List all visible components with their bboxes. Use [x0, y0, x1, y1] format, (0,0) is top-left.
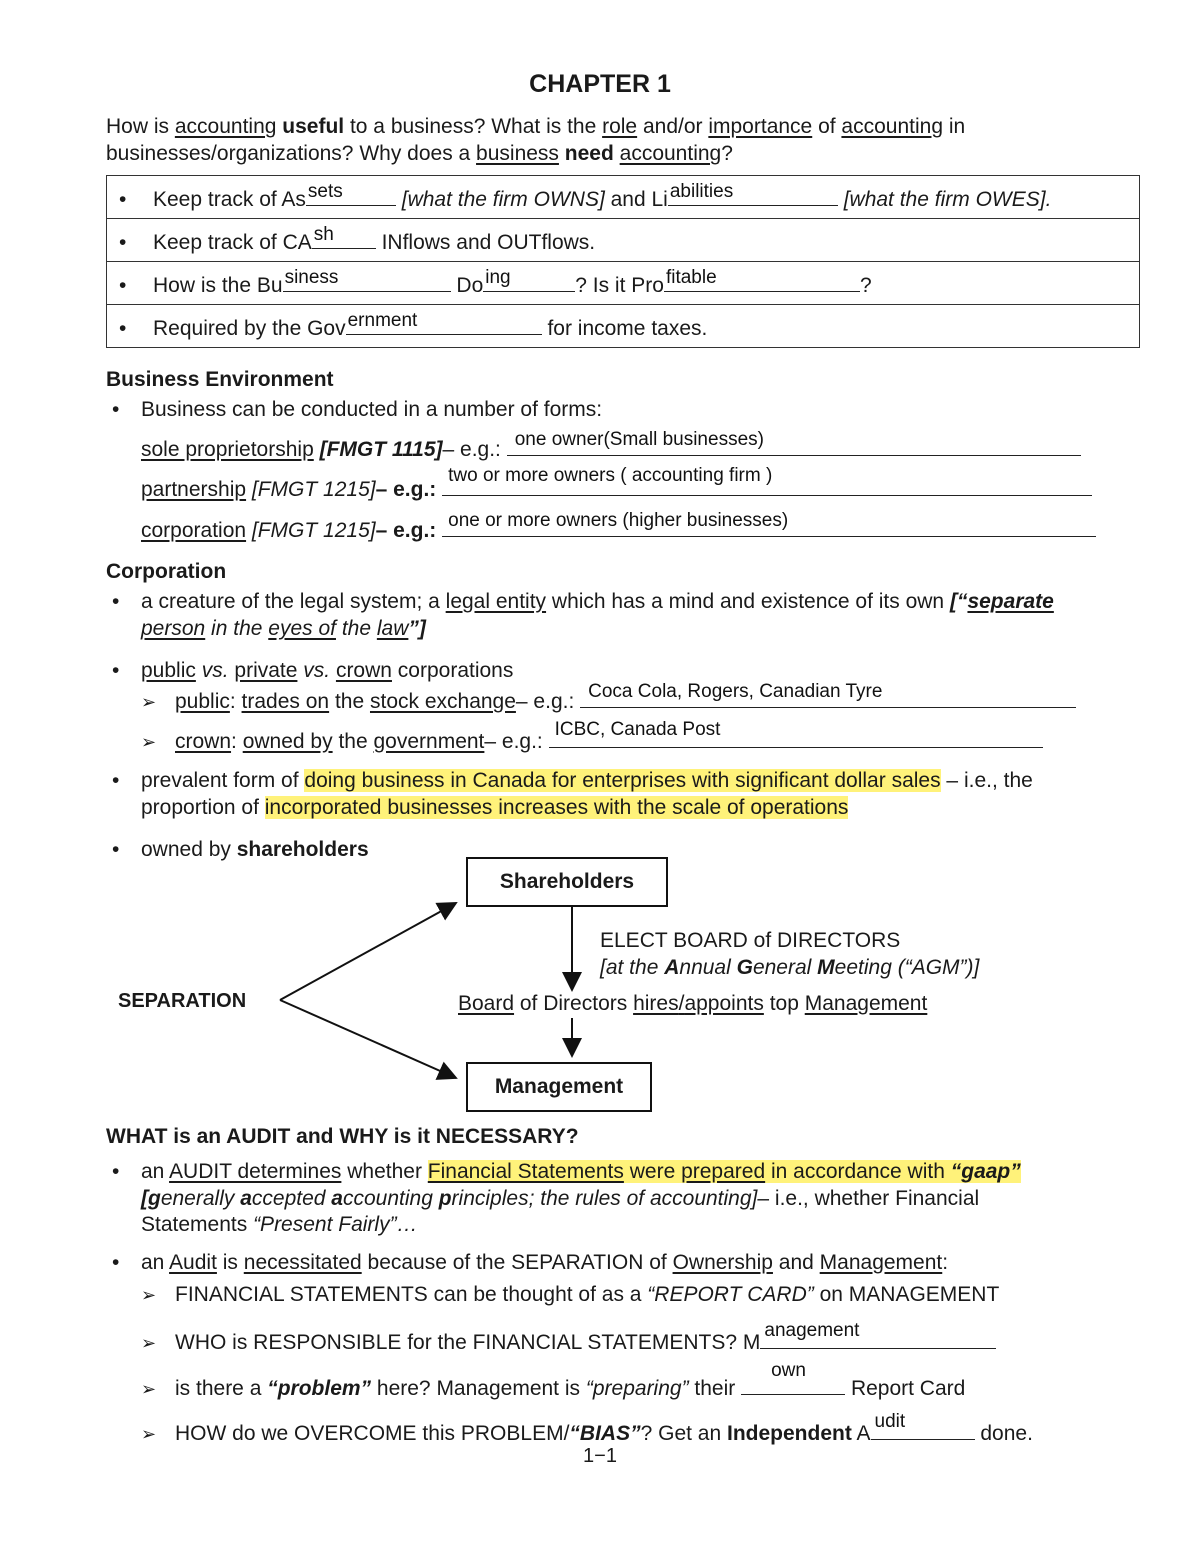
arrow-to-shareholders [280, 903, 456, 1000]
list-item-continuation: Statements “Present Fairly”… [141, 1213, 418, 1236]
business-form-partnership: partnership [FMGT 1215]– e.g.: two or more owners ( accounting firm ) [141, 473, 1092, 503]
table-row: • Required by the Gov ernment for income taxes. [107, 305, 1140, 348]
arrow-to-management [280, 1000, 456, 1078]
board-label: Board of Directors hires/appoints top Management [458, 992, 928, 1015]
shareholders-box: Shareholders [466, 857, 668, 907]
separation-label: SEPARATION [118, 990, 247, 1012]
arrow-bullet-icon: ➢ [141, 1424, 157, 1444]
list-item: • public vs. private vs. crown corporations [112, 659, 514, 682]
sub-item: ➢ HOW do we OVERCOME this PROBLEM/“BIAS”? Get an Independent A udit done. [141, 1417, 1033, 1448]
answer-blank: fitable [664, 269, 860, 292]
highlighted-text: Financial Statements were prepared in accordance with “gaap” [427, 1160, 1021, 1183]
list-item-continuation: proportion of incorporated businesses increases with the scale of operations [141, 796, 849, 819]
answer-blank: Coca Cola, Rogers, Canadian Tyre [580, 685, 1076, 708]
business-form-corporation: corporation [FMGT 1215]– e.g.: one or more owners (higher businesses) [141, 514, 1096, 544]
list-item: • an Audit is necessitated because of the SEPARATION of Ownership and Management: [112, 1251, 949, 1274]
answer-blank: ernment [346, 312, 542, 335]
list-item-continuation: person in the eyes of the law”] [141, 617, 426, 640]
agm-label: [at the Annual General Meeting (“AGM”)] [600, 956, 980, 979]
list-item: • Business can be conducted in a number of forms: [112, 398, 603, 421]
highlighted-text: incorporated businesses increases with the scale of operations [264, 796, 849, 819]
management-box: Management [466, 1062, 652, 1112]
answer-blank: sets [306, 183, 396, 206]
business-form-sole-proprietorship: sole proprietorship [FMGT 1115]– e.g.: one owner(Small businesses) [141, 433, 1081, 463]
arrow-bullet-icon: ➢ [141, 692, 157, 712]
elect-board-label: ELECT BOARD of DIRECTORS [600, 929, 901, 952]
table-row: • Keep track of As sets [what the firm OWNS] and Li abilities [what the firm OWES]. [107, 176, 1140, 219]
answer-blank: abilities [668, 183, 838, 206]
sub-item-public: ➢ public: trades on the stock exchange– e.g.: Coca Cola, Rogers, Canadian Tyre [141, 685, 1076, 716]
intro-line-1: How is accounting useful to a business? What is the role and/or importance of accounting in [106, 115, 966, 138]
page-number: 1−1 [583, 1445, 617, 1467]
answer-blank: ing [483, 269, 575, 292]
list-item: • prevalent form of doing business in Canada for enterprises with significant dollar sales – i.e., the [112, 769, 1033, 792]
answer-blank: one or more owners (higher businesses) [442, 514, 1096, 537]
sub-item: ➢ FINANCIAL STATEMENTS can be thought of as a “REPORT CARD” on MANAGEMENT [141, 1281, 999, 1309]
page-title: CHAPTER 1 [529, 70, 671, 98]
answer-blank: anagement [760, 1326, 996, 1349]
arrow-bullet-icon: ➢ [141, 1333, 157, 1353]
section-heading-audit: WHAT is an AUDIT and WHY is it NECESSARY? [106, 1125, 579, 1148]
sub-item-crown: ➢ crown: owned by the government– e.g.: ICBC, Canada Post [141, 725, 1043, 756]
answer-blank: own [741, 1372, 845, 1395]
arrow-bullet-icon: ➢ [141, 1285, 157, 1305]
arrow-bullet-icon: ➢ [141, 1379, 157, 1399]
intro-line-2: businesses/organizations? Why does a business need accounting? [106, 142, 733, 165]
table-row: • Keep track of CA sh INflows and OUTflows. [107, 219, 1140, 262]
highlighted-text: doing business in Canada for enterprises with significant dollar sales [304, 769, 941, 792]
answer-blank: udit [871, 1417, 975, 1440]
sub-item: ➢ is there a “problem” here? Management is “preparing” their own Report Card [141, 1372, 965, 1403]
arrow-bullet-icon: ➢ [141, 732, 157, 752]
list-item: • an AUDIT determines whether Financial Statements were prepared in accordance with “gaap” [112, 1160, 1021, 1183]
list-item: • owned by shareholders [112, 838, 369, 861]
table-row: • How is the Bu siness Do ing ? Is it Pro fitable ? [107, 262, 1140, 305]
answer-blank: ICBC, Canada Post [549, 725, 1043, 748]
list-item-continuation: [generally accepted accounting principles; the rules of accounting]– i.e., whether Financial [141, 1187, 980, 1210]
answer-blank: siness [283, 269, 451, 292]
answer-blank: two or more owners ( accounting firm ) [442, 473, 1092, 496]
section-heading-business-environment: Business Environment [106, 368, 334, 391]
section-heading-corporation: Corporation [106, 560, 227, 583]
sub-item: ➢ WHO is RESPONSIBLE for the FINANCIAL STATEMENTS? M anagement [141, 1326, 996, 1357]
list-item: • a creature of the legal system; a legal entity which has a mind and existence of its own [“separate [112, 590, 1054, 613]
answer-blank: sh [312, 226, 376, 249]
answer-blank: one owner(Small businesses) [507, 433, 1081, 456]
